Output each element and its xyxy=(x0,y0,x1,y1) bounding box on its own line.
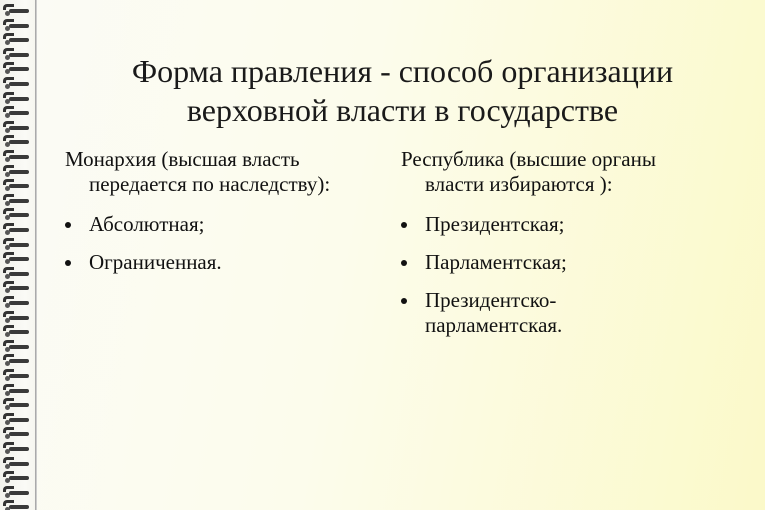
list-item-label: Президентская; xyxy=(425,212,565,236)
bullet-icon xyxy=(401,222,407,228)
coil-icon xyxy=(3,62,29,74)
coil-icon xyxy=(3,457,29,469)
list-item-label-line-1: Президентско- xyxy=(425,288,557,312)
monarchy-heading-line-1: Монархия (высшая власть xyxy=(65,147,300,171)
coil-icon xyxy=(3,369,29,381)
bullet-icon xyxy=(65,222,71,228)
bullet-icon xyxy=(65,260,71,266)
coil-icon xyxy=(3,471,29,483)
coil-icon xyxy=(3,4,29,16)
coil-icon xyxy=(3,384,29,396)
coil-icon xyxy=(3,427,29,439)
republic-heading-line-2: власти избираются ): xyxy=(425,172,613,196)
coil-icon xyxy=(3,340,29,352)
list-item-label: Абсолютная; xyxy=(89,212,205,236)
binding-edge-line xyxy=(35,0,37,510)
list-item xyxy=(401,288,741,338)
coil-icon xyxy=(3,150,29,162)
coil-icon xyxy=(3,311,29,323)
bullet-icon xyxy=(401,298,407,304)
coil-icon xyxy=(3,19,29,31)
monarchy-column xyxy=(65,147,385,288)
coil-icon xyxy=(3,208,29,220)
coil-icon xyxy=(3,413,29,425)
list-item xyxy=(65,250,385,275)
republic-heading-line-1: Республика (высшие органы xyxy=(401,147,656,171)
coil-icon xyxy=(3,179,29,191)
monarchy-list xyxy=(65,212,385,275)
title-line-2: верховной власти в государстве xyxy=(186,92,619,128)
republic-list xyxy=(401,212,741,338)
coil-icon xyxy=(3,500,29,510)
coil-icon xyxy=(3,223,29,235)
list-item xyxy=(65,212,385,237)
coil-icon xyxy=(3,194,29,206)
coil-icon xyxy=(3,135,29,147)
coil-icon xyxy=(3,165,29,177)
republic-column xyxy=(401,147,741,351)
list-item-label-line-2: парламентская. xyxy=(425,313,563,337)
list-item-label: Ограниченная. xyxy=(89,250,222,274)
coil-icon xyxy=(3,92,29,104)
coil-icon xyxy=(3,238,29,250)
list-item xyxy=(401,250,741,275)
coil-icon xyxy=(3,325,29,337)
slide-title xyxy=(40,52,765,130)
republic-heading xyxy=(401,147,741,197)
monarchy-heading xyxy=(65,147,385,197)
coil-icon xyxy=(3,77,29,89)
coil-icon xyxy=(3,33,29,45)
coil-icon xyxy=(3,296,29,308)
coil-icon xyxy=(3,48,29,60)
coil-icon xyxy=(3,354,29,366)
coil-icon xyxy=(3,106,29,118)
coil-icon xyxy=(3,442,29,454)
coil-icon xyxy=(3,121,29,133)
coil-icon xyxy=(3,398,29,410)
coil-icon xyxy=(3,486,29,498)
monarchy-heading-line-2: передается по наследству): xyxy=(89,172,331,196)
coil-icon xyxy=(3,252,29,264)
bullet-icon xyxy=(401,260,407,266)
list-item xyxy=(401,212,741,237)
coil-icon xyxy=(3,267,29,279)
list-item-label: Парламентская; xyxy=(425,250,567,274)
title-line-1: Форма правления - способ организации xyxy=(131,53,674,89)
coil-icon xyxy=(3,281,29,293)
